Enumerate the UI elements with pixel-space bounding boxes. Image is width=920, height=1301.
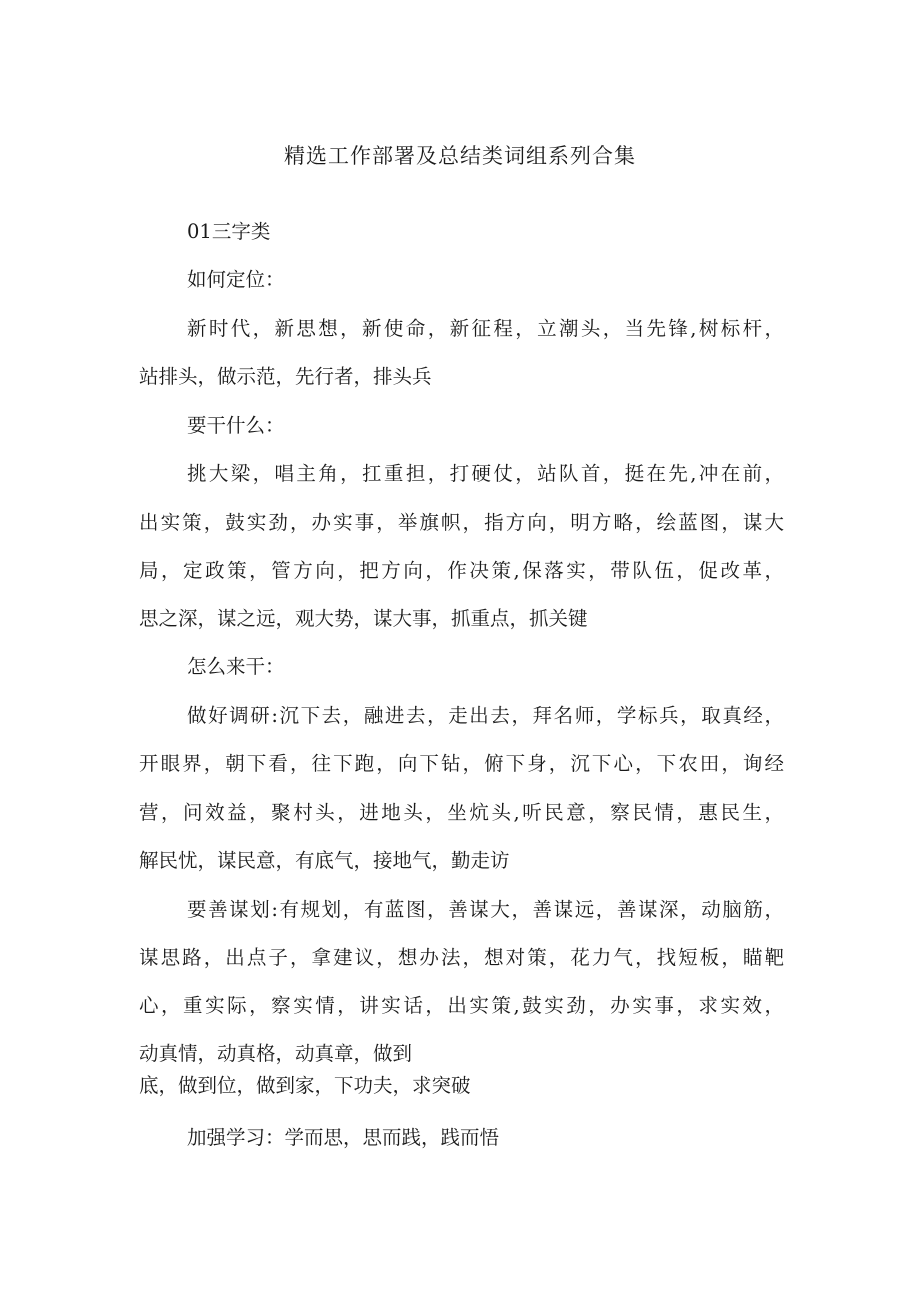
paragraph-line: 动真情，动真格，动真章，做到	[139, 1042, 413, 1065]
paragraph-line: 出实策，鼓实劲，办实事，举旗帜，指方向，明方略，绘蓝图，谋大	[139, 511, 784, 534]
paragraph-line: 营，问效益，聚村头，进地头，坐炕头,听民意，察民情，惠民生，	[139, 801, 784, 824]
paragraph-line: 挑大梁，唱主角，扛重担，打硬仗，站队首，挺在先,冲在前，	[187, 462, 784, 485]
paragraph-line: 开眼界，朝下看，往下跑，向下钻，俯下身，沉下心，下农田，询经	[139, 752, 784, 775]
paragraph-line: 局，定政策，管方向，把方向，作决策,保落实，带队伍，促改革，	[139, 559, 784, 582]
subheading-what-to-do: 要干什么：	[187, 414, 285, 437]
paragraph-line: 谋思路，出点子，拿建议，想办法，想对策，花力气，找短板，瞄靶	[139, 946, 784, 969]
paragraph-line: 新时代，新思想，新使命，新征程，立潮头，当先锋,树标杆，	[187, 317, 784, 340]
paragraph-line: 心，重实际，察实情，讲实话，出实策,鼓实劲，办实事，求实效，	[139, 994, 784, 1017]
paragraph-line: 做好调研:沉下去，融进去，走出去，拜名师，学标兵，取真经，	[187, 704, 784, 727]
paragraph-line: 加强学习：学而思，思而践，践而悟	[187, 1126, 500, 1149]
subheading-positioning: 如何定位：	[187, 268, 285, 291]
paragraph-line: 思之深，谋之远，观大势，谋大事，抓重点，抓关键	[139, 607, 588, 630]
document-title: 精选工作部署及总结类词组系列合集	[284, 144, 636, 168]
paragraph-line: 要善谋划:有规划，有蓝图，善谋大，善谋远，善谋深，动脑筋，	[187, 898, 784, 921]
subheading-how-to-do: 怎么来干：	[187, 655, 285, 678]
section-heading-three-char: 01三字类	[187, 220, 271, 243]
paragraph-line: 站排头，做示范，先行者，排头兵	[139, 365, 432, 388]
paragraph-line: 底，做到位，做到家，下功夫，求突破	[139, 1074, 471, 1097]
paragraph-line: 解民忧，谋民意，有底气，接地气，勤走访	[139, 849, 510, 872]
